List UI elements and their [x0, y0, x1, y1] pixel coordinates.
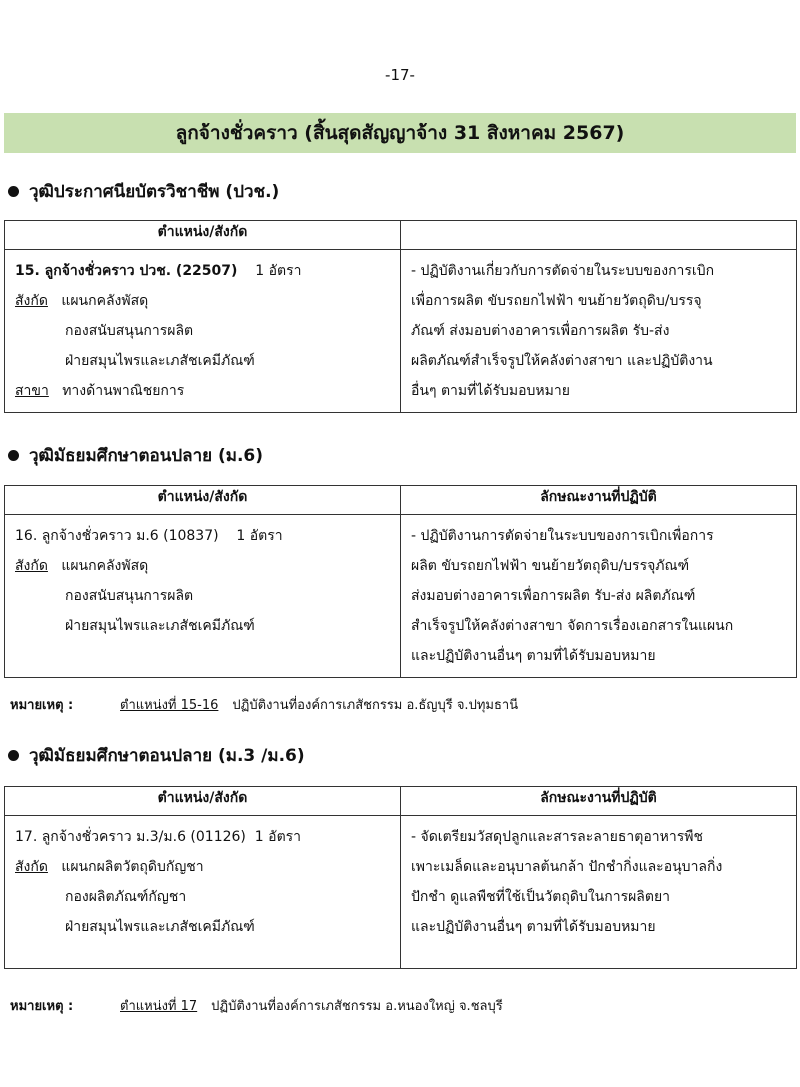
duty-line: เพื่อการผลิต ขับรถยกไฟฟ้า ขนย้ายวัตถุดิบ/บรรจุ: [411, 293, 702, 309]
unit-name: แผนกผลิตวัตถุดิบกัญชา: [61, 859, 204, 875]
bullet-icon: [8, 450, 19, 461]
page-title: [4, 113, 796, 153]
note-label: หมายเหตุ :: [10, 999, 74, 1014]
position-table-17: [4, 786, 797, 969]
position-rate: 1 อัตรา: [254, 829, 302, 845]
department-name: ฝ่ายสมุนไพรและเภสัชเคมีภัณฑ์: [65, 919, 255, 935]
duty-line: อื่นๆ ตามที่ได้รับมอบหมาย: [411, 383, 570, 399]
position-cell: [5, 250, 401, 413]
position-title-line: [15, 521, 390, 551]
bullet-icon: [8, 186, 19, 197]
bullet-icon: [8, 750, 19, 761]
duty-line: - จัดเตรียมวัสดุปลูกและสารละลายธาตุอาหารพืช: [411, 829, 703, 845]
note-ref: ตำแหน่งที่ 15-16: [120, 698, 219, 713]
header-duty-empty: [401, 221, 797, 250]
duty-cell: [401, 816, 797, 969]
table-header-row: [5, 787, 797, 816]
note-position-17: [10, 995, 503, 1016]
division-name: กองสนับสนุนการผลิต: [65, 588, 194, 604]
page-number: -17-: [385, 66, 415, 84]
duty-line: ปักชำ ดูแลพืชที่ใช้เป็นวัตถุดิบในการผลิตยา: [411, 889, 671, 905]
branch-line: [15, 376, 390, 406]
duty-line: ผลิตภัณฑ์สำเร็จรูปให้คลังต่างสาขา และปฏิบัติงาน: [411, 353, 713, 369]
note-text: ปฏิบัติงานที่องค์การเภสัชกรรม อ.ธัญบุรี จ.ปทุมธานี: [232, 698, 519, 713]
table-header-row: [5, 486, 797, 515]
position-cell: [5, 515, 401, 678]
unit-name: แผนกคลังพัสดุ: [61, 293, 149, 309]
page-title-text: ลูกจ้างชั่วคราว (สิ้นสุดสัญญาจ้าง 31 สิงหาคม 2567): [175, 122, 625, 144]
affiliation-label: สังกัด: [15, 558, 48, 574]
branch-name: ทางด้านพาณิชยการ: [62, 383, 185, 399]
section-heading-text: วุฒิมัธยมศึกษาตอนปลาย (ม.3 /ม.6): [29, 746, 305, 766]
note-label: หมายเหตุ :: [10, 698, 74, 713]
table-header-row: [5, 221, 797, 250]
branch-label: สาขา: [15, 383, 49, 399]
division-name: กองผลิตภัณฑ์กัญชา: [65, 889, 187, 905]
table-row: [5, 250, 797, 413]
duty-line: ส่งมอบต่างอาคารเพื่อการผลิต รับ-ส่ง ผลิตภัณฑ์: [411, 588, 696, 604]
duty-line: สำเร็จรูปให้คลังต่างสาขา จัดการเรื่องเอกสารในแผนก: [411, 618, 734, 634]
position-title-line: [15, 256, 390, 286]
section-heading-m3-m6: [8, 742, 305, 769]
header-duty: ลักษณะงานที่ปฏิบัติ: [401, 486, 797, 515]
position-cell: [5, 816, 401, 969]
duty-line: และปฏิบัติงานอื่นๆ ตามที่ได้รับมอบหมาย: [411, 648, 656, 664]
duty-line: เพาะเมล็ดและอนุบาลต้นกล้า ปักชำกิ่งและอนุบาลกิ่ง: [411, 859, 723, 875]
note-text: ปฏิบัติงานที่องค์การเภสัชกรรม อ.หนองใหญ่ จ.ชลบุรี: [211, 999, 503, 1014]
section-heading-m6: [8, 442, 263, 469]
affiliation-label: สังกัด: [15, 293, 48, 309]
header-position: ตำแหน่ง/สังกัด: [5, 486, 401, 515]
duty-line: และปฏิบัติงานอื่นๆ ตามที่ได้รับมอบหมาย: [411, 919, 656, 935]
department-name: ฝ่ายสมุนไพรและเภสัชเคมีภัณฑ์: [65, 618, 255, 634]
position-rate: 1 อัตรา: [255, 263, 302, 279]
duty-line: - ปฏิบัติงานเกี่ยวกับการตัดจ่ายในระบบของการเบิก: [411, 263, 715, 279]
duty-line: ภัณฑ์ ส่งมอบต่างอาคารเพื่อการผลิต รับ-ส่ง: [411, 323, 670, 339]
affiliation-line: [15, 852, 390, 882]
affiliation-label: สังกัด: [15, 859, 48, 875]
position-title: 17. ลูกจ้างชั่วคราว ม.3/ม.6 (01126): [15, 829, 246, 845]
header-position: ตำแหน่ง/สังกัด: [5, 787, 401, 816]
position-table-16: [4, 485, 797, 678]
header-duty: ลักษณะงานที่ปฏิบัติ: [401, 787, 797, 816]
section-heading-vocational: [8, 178, 279, 205]
division-name: กองสนับสนุนการผลิต: [65, 323, 194, 339]
position-title: 16. ลูกจ้างชั่วคราว ม.6 (10837): [15, 528, 219, 544]
position-table-15: [4, 220, 797, 413]
section-heading-text: วุฒิประกาศนียบัตรวิชาชีพ (ปวช.): [29, 182, 280, 202]
table-row: [5, 515, 797, 678]
section-heading-text: วุฒิมัธยมศึกษาตอนปลาย (ม.6): [29, 446, 264, 466]
duty-line: ผลิต ขับรถยกไฟฟ้า ขนย้ายวัตถุดิบ/บรรจุภัณฑ์: [411, 558, 690, 574]
note-ref: ตำแหน่งที่ 17: [120, 999, 198, 1014]
position-title: 15. ลูกจ้างชั่วคราว ปวช. (22507): [15, 263, 238, 279]
note-positions-15-16: [10, 694, 518, 715]
affiliation-line: [15, 551, 390, 581]
duty-cell: [401, 515, 797, 678]
header-position: ตำแหน่ง/สังกัด: [5, 221, 401, 250]
unit-name: แผนกคลังพัสดุ: [61, 558, 149, 574]
duty-line: - ปฏิบัติงานการตัดจ่ายในระบบของการเบิกเพื่อการ: [411, 528, 714, 544]
position-rate: 1 อัตรา: [236, 528, 283, 544]
duty-cell: [401, 250, 797, 413]
position-title-line: [15, 822, 390, 852]
department-name: ฝ่ายสมุนไพรและเภสัชเคมีภัณฑ์: [65, 353, 255, 369]
affiliation-line: [15, 286, 390, 316]
table-row: [5, 816, 797, 969]
